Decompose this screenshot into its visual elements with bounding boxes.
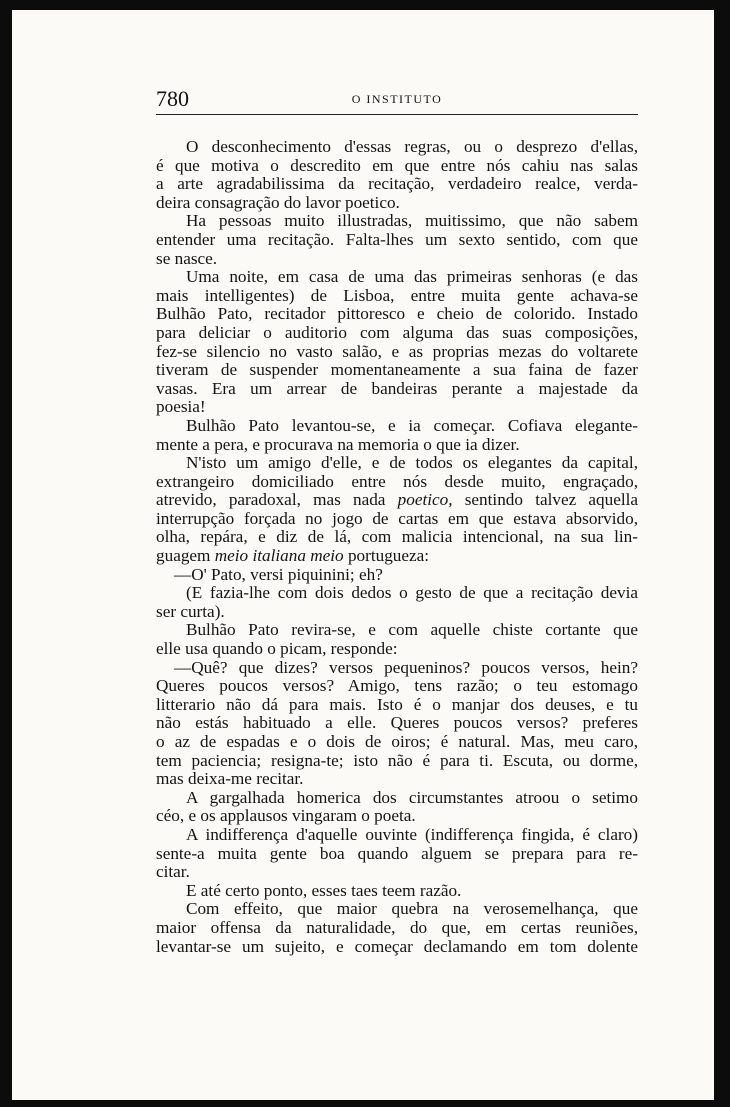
text-line: deira consagração do lavor poetico. bbox=[156, 192, 400, 212]
text-line: ser curta). bbox=[156, 601, 225, 621]
paragraph bbox=[156, 621, 638, 658]
paragraph bbox=[156, 566, 638, 585]
text-line: Ha pessoas muito illustradas, muitissimo, que não sabem bbox=[186, 211, 638, 231]
paragraph bbox=[156, 417, 638, 454]
body-text bbox=[156, 138, 638, 956]
text-line: —O' Pato, versi piquinini; eh? bbox=[174, 564, 383, 584]
text-line: N'isto um amigo d'elle, e de todos os elegantes da capital, bbox=[186, 453, 638, 473]
text-line: a arte agradabilissima da recitação, verdadeiro realce, verda- bbox=[156, 174, 638, 194]
text-line: tiveram de suspender momentaneamente a sua faina de fazer bbox=[156, 360, 638, 380]
paragraph bbox=[156, 454, 638, 566]
text-line: céo, e os applausos vingaram o poeta. bbox=[156, 806, 416, 826]
text-line: (E fazia-lhe com dois dedos o gesto de que a recitação devia bbox=[186, 583, 638, 603]
text-line: Bulhão Pato, recitador pittoresco e cheio de colorido. Instado bbox=[156, 304, 638, 324]
text-line: levantar-se um sujeito, e começar declamando em tom dolente bbox=[156, 936, 638, 956]
paragraph bbox=[156, 882, 638, 901]
text-line: fez-se silencio no vasto salão, e as proprias mezas do voltarete bbox=[156, 341, 638, 361]
text-line: se nasce. bbox=[156, 248, 218, 268]
text-line: é que motiva o descredito em que entre nós cahiu nas salas bbox=[156, 155, 638, 175]
text-line: A indifferença d'aquelle ouvinte (indifferença fingida, é claro) bbox=[186, 824, 638, 844]
text-line: mente a pera, e procurava na memoria o que ia dizer. bbox=[156, 434, 520, 454]
text-line: O desconhecimento d'essas regras, ou o desprezo d'ellas, bbox=[186, 137, 638, 156]
text-line: Com effeito, que maior quebra na verosemelhança, que bbox=[186, 899, 638, 919]
text-line: mas deixa-me recitar. bbox=[156, 769, 304, 789]
text-line: guagem meio italiana meio portugueza: bbox=[156, 546, 430, 566]
text-line: Bulhão Pato levantou-se, e ia começar. Cofiava elegante- bbox=[186, 415, 638, 435]
text-line: olha, repára, e diz de lá, com malicia intencional, na sua lin- bbox=[156, 527, 638, 547]
text-line: A gargalhada homerica dos circumstantes atroou o setimo bbox=[186, 787, 638, 807]
text-line: Uma noite, em casa de uma das primeiras senhoras (e das bbox=[186, 267, 638, 287]
header-rule bbox=[156, 114, 638, 115]
text-line: mais intelligentes) de Lisboa, entre muita gente achava-se bbox=[156, 285, 638, 305]
paragraph bbox=[156, 789, 638, 826]
text-line: elle usa quando o picam, responde: bbox=[156, 639, 398, 659]
text-line: não estás habituado a elle. Queres poucos versos? preferes bbox=[156, 713, 638, 733]
paragraph bbox=[156, 826, 638, 882]
text-line: litterario não dá para mais. Isto é o manjar dos deuses, e tu bbox=[156, 694, 638, 714]
paragraph bbox=[156, 584, 638, 621]
running-title: O INSTITUTO bbox=[351, 92, 443, 106]
text-line: Bulhão Pato revira-se, e com aquelle chiste cortante que bbox=[186, 620, 638, 640]
text-line: poesia! bbox=[156, 397, 206, 417]
page-header bbox=[156, 84, 638, 114]
text-line: vasas. Era um arrear de bandeiras perante a majestade da bbox=[156, 378, 638, 398]
book-page bbox=[12, 10, 714, 1100]
paragraph bbox=[156, 900, 638, 956]
paragraph bbox=[156, 212, 638, 268]
text-line: Queres poucos versos? Amigo, tens razão; o teu estomago bbox=[156, 676, 638, 696]
text-line: atrevido, paradoxal, mas nada poetico, sentindo talvez aquella bbox=[156, 490, 639, 510]
text-line: maior offensa da naturalidade, do que, em certas reuniões, bbox=[156, 917, 638, 937]
paragraph bbox=[156, 268, 638, 417]
text-line: tem paciencia; resigna-te; isto não é para ti. Escuta, ou dorme, bbox=[156, 750, 638, 770]
page-number: 780 bbox=[156, 86, 189, 111]
text-line: citar. bbox=[156, 862, 190, 882]
text-line: para deliciar o auditorio com alguma das suas composições, bbox=[156, 322, 638, 342]
text-line: sente-a muita gente boa quando alguem se prepara para re- bbox=[156, 843, 638, 863]
text-line: entender uma recitação. Falta-lhes um sexto sentido, com que bbox=[156, 229, 638, 249]
text-line: —Quê? que dizes? versos pequeninos? poucos versos, hein? bbox=[174, 657, 638, 677]
text-line: interrupção forçada no jogo de cartas em que estava absorvido, bbox=[156, 508, 638, 528]
paragraph bbox=[156, 138, 638, 212]
paragraph bbox=[156, 659, 638, 789]
text-line: E até certo ponto, esses taes teem razão. bbox=[186, 880, 462, 900]
text-line: extrangeiro domiciliado entre nós desde muito, engraçado, bbox=[156, 471, 638, 491]
text-line: o az de espadas e o dois de oiros; é natural. Mas, meu caro, bbox=[156, 732, 638, 751]
